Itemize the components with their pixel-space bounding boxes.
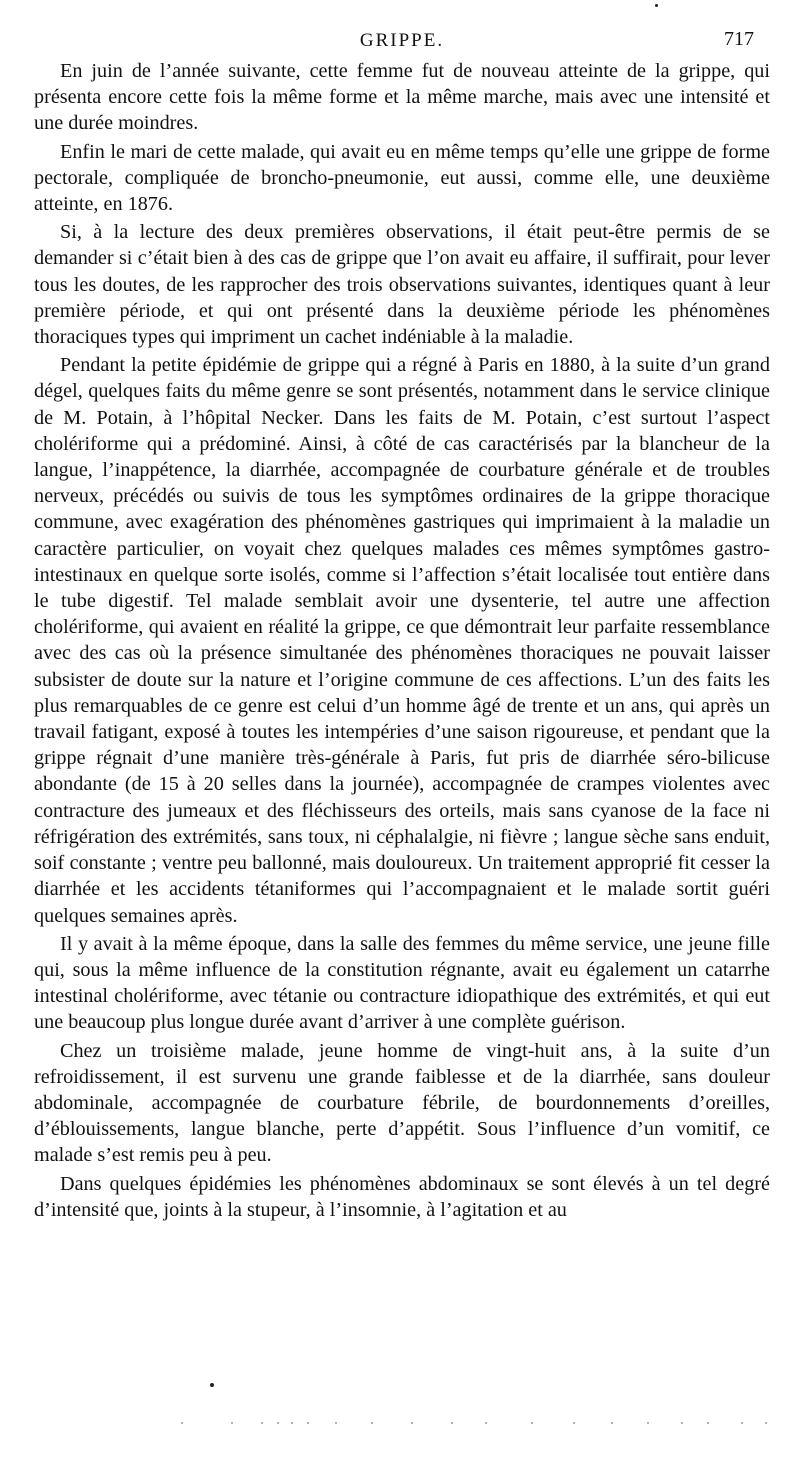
paragraph: Enfin le mari de cette malade, qui avait eu en même temps qu’elle une grippe de forme pectorale, compliquée de broncho-pneumonie, eut aussi, comme elle, une deuxième atteinte, en 1876. bbox=[34, 140, 770, 216]
page-number: 717 bbox=[724, 28, 754, 50]
book-page bbox=[34, 22, 770, 1225]
running-title: GRIPPE. bbox=[359, 30, 445, 51]
paragraph: Chez un troisième malade, jeune homme de vingt-huit ans, à la suite d’un refroidissement, il est survenu une grande faiblesse et de la diarrhée, sans douleur abdominale, accompagnée de courbature fébrile, de bourdonnements d’oreilles, d’éblouissements, langue blanche, perte d’appétit. Sous l’influence d’un vomitif, ce malade s’est remis peu à peu. bbox=[34, 1039, 770, 1167]
paragraph: En juin de l’année suivante, cette femme fut de nouveau atteinte de la grippe, qui présenta encore cette fois la même forme et la même marche, mais avec une intensité et une durée moindres. bbox=[34, 60, 770, 135]
ink-speck bbox=[210, 1383, 214, 1387]
ink-speck bbox=[655, 4, 658, 7]
bleed-through-dots bbox=[0, 1418, 800, 1428]
paragraph: Il y avait à la même époque, dans la salle des femmes du même service, une jeune fille qui, sous la même influence de la constitution régnante, avait eu également un catarrhe intestinal cholériforme, avec tétanie ou contracture idiopathique des extrémités, et qui eut une beaucoup plus longue durée avant d’arriver à une complète guérison. bbox=[34, 932, 770, 1034]
page-header bbox=[34, 22, 770, 58]
paragraph: Si, à la lecture des deux premières observations, il était peut-être permis de se demander si c’était bien à des cas de grippe que l’on avait eu affaire, il suffirait, pour lever tous les doutes, de les rapprocher des trois observations suivantes, identiques quant à leur première période, et qui ont présenté dans la deuxième période les phénomènes thoraciques types qui impriment un cachet indéniable à la maladie. bbox=[34, 221, 770, 349]
paragraph: Dans quelques épidémies les phénomènes abdominaux se sont élevés à un tel degré d’intensité que, joints à la stupeur, à l’insomnie, à l’agitation et au bbox=[34, 1172, 770, 1221]
paragraph: Pendant la petite épidémie de grippe qui a régné à Paris en 1880, à la suite d’un grand dégel, quelques faits du même genre se sont présentés, notamment dans le service clinique de M. Potain, à l’hôpital Necker. Dans les faits de M. Potain, c’est surtout l’aspect cholériforme qui a prédominé. Ainsi, à côté de cas caractérisés par la blancheur de la langue, l’inappétence, la diarrhée, accompagnée de courbature générale et de troubles nerveux, précédés ou suivis de tous les symptômes ordinaires de la grippe thoracique commune, avec exagération des phénomènes gastriques qui imprimaient à la maladie un caractère particulier, on voyait chez quelques malades ces mêmes symptômes gastro-intestinaux en quelque sorte isolés, comme si l’affection s’était localisée tout entière dans le tube digestif. Tel malade semblait avoir une dysenterie, tel autre une affection cholériforme, qui avaient en réalité la grippe, ce que démontrait leur parfaite ressemblance avec des cas où la présence simultanée des phénomènes thoraciques ne pouvait laisser subsister de doute sur la nature et l’origine commune de ces affections. L’un des faits les plus remarquables de ce genre est celui d’un homme âgé de trente et un ans, qui après un travail fatigant, exposé à toutes les intempéries d’une saison rigoureuse, et pendant que la grippe régnait d’une manière très-générale à Paris, fut pris de diarrhée séro-bilicuse abondante (de 15 à 20 selles dans la journée), accompagnée de crampes violentes avec contracture des jumeaux et des fléchisseurs des orteils, mais sans cyanose de la face ni réfrigération des extrémités, sans toux, ni céphalalgie, ni fièvre ; langue sèche sans enduit, soif constante ; ventre peu ballonné, mais douloureux. Un traitement approprié fit cesser la diarrhée et les accidents tétaniformes qui l’accompagnaient et le malade sortit guéri quelques semaines après. bbox=[34, 354, 770, 927]
page-body bbox=[34, 58, 770, 1223]
